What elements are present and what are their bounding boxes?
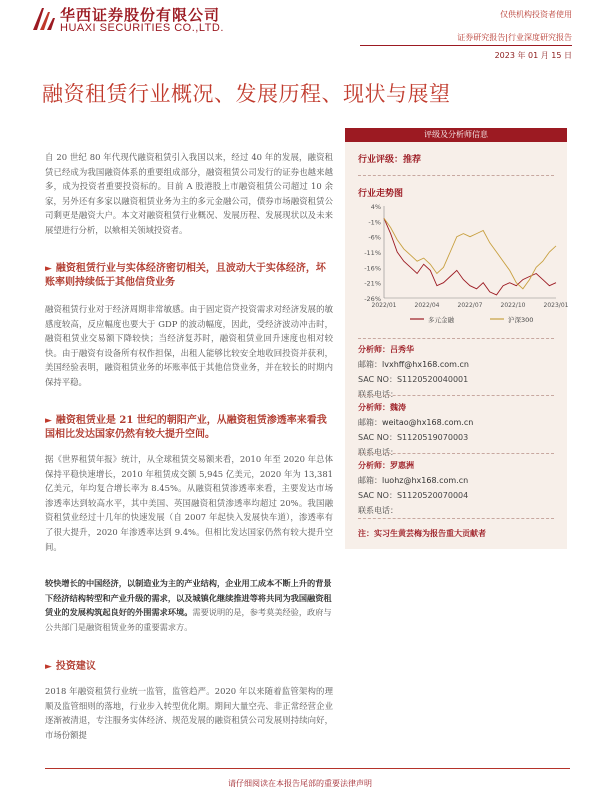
panel-divider <box>358 453 554 454</box>
arrow-right-icon: ► <box>45 662 52 672</box>
arrow-right-icon: ► <box>45 264 52 274</box>
page-title: 融资租赁行业概况、发展历程、现状与展望 <box>42 82 451 106</box>
paragraph-3: 较快增长的中国经济，以制造业为主的产业结构，企业用工成本不断上升的背景下经济结构转型和产业升级的需求，以及城镇化继续推进等将共同为我国融资租赁业的发展构筑起良好的外围需求环境。需要说明的是，参考莫美经验，政府与公共部门是融资租赁业务的重要需求方。 <box>45 578 332 632</box>
section-bullet-2: ► 融资租赁业是 21 世纪的朝阳产业，从融资租赁渗透率来看我国相比发达国家仍然有较大提升空间。 <box>45 415 327 440</box>
legend-label: 沪深300 <box>508 316 534 324</box>
paragraph-4: 2018 年融资租赁行业统一监管，监管趋严。2020 年以来随着监管架构的理顺及监管细则的落地，行业步入转型优化期。期间大量空壳、非正常经营企业逐渐被清退，专注服务实体经济、规范发展的融资租赁公司发展则持续向好，市场份额提 <box>45 686 333 740</box>
legend-label: 多元金融 <box>428 316 454 324</box>
legal-notice: 请仔细阅读在本报告尾部的重要法律声明 <box>228 779 372 788</box>
footer-divider <box>45 768 570 769</box>
y-tick-label: -16% <box>364 264 381 273</box>
y-tick-label: -11% <box>364 249 381 257</box>
report-type: 证券研究报告|行业深度研究报告 <box>457 33 572 42</box>
company-logo-icon <box>30 6 56 32</box>
company-name-cn: 华西证券股份有限公司 <box>60 6 221 24</box>
header-divider <box>360 45 572 46</box>
y-tick-label: -1% <box>368 218 381 227</box>
analyst-2: 分析师：魏涛 邮箱：weitao@hx168.com.cn SAC NO：S1120519070003 联系电话： <box>358 403 474 457</box>
industry-rating: 行业评级：推荐 <box>358 155 422 165</box>
analyst-2-email[interactable]: weitao@hx168.com.cn <box>382 418 474 427</box>
audience-note: 仅供机构投资者使用 <box>500 10 572 19</box>
y-tick-label: -26% <box>364 295 381 303</box>
x-tick-label: 2023/01 <box>543 302 569 309</box>
panel-divider <box>358 518 554 519</box>
analyst-3: 分析师：罗惠洲 邮箱：luohz@hx168.com.cn SAC NO：S1120520070004 联系电话： <box>358 461 469 515</box>
arrow-right-icon: ► <box>45 416 52 426</box>
x-tick-label: 2022/10 <box>500 302 526 309</box>
panel-divider <box>358 175 554 176</box>
panel-header: 评级及分析师信息 <box>345 128 567 142</box>
section-bullet-1: ► 融资租赁行业与实体经济密切相关，且波动大于实体经济，坏账率则持续低于其他信贷业务 <box>45 263 326 288</box>
y-tick-label: -6% <box>368 233 381 242</box>
industry-trend-chart <box>350 200 569 330</box>
contributor-note: 注：实习生黄芸梅为报告重大贡献者 <box>358 529 486 538</box>
series-line-1 <box>384 218 556 295</box>
paragraph-1: 融资租赁行业对于经济周期非常敏感。由于固定资产投资需求对经济发展的敏感度较高，反应幅度也要大于 GDP 的波动幅度，因此，受经济波动冲击时，融资租赁业交易额下降较快；当经济复苏时，融资租赁业回升速度也相对较快。由于融资有设备所有权作担保，出租人能够比较安全地收回投资并获利，美国经验表明，融资租赁业务的坏账率低于其他信贷业务，并在较长的时期内保持平稳。 <box>45 304 333 387</box>
section-bullet-3: ► 投资建议 <box>45 661 96 672</box>
panel-divider <box>358 338 554 339</box>
x-tick-label: 2022/04 <box>414 302 440 309</box>
series-line-2 <box>384 218 556 288</box>
report-date: 2023 年 01 月 15 日 <box>494 51 572 60</box>
company-name-en: HUAXI SECURITIES CO.,LTD. <box>60 22 224 34</box>
analyst-3-email[interactable]: luohz@hx168.com.cn <box>382 476 469 485</box>
intro-paragraph: 自 20 世纪 80 年代现代融资租赁引入我国以来，经过 40 年的发展，融资租赁已经成为我国融资体系的重要组成部分，融资租赁公司发行的证券也越来越多，成为投资者重要投资标的。目前 A 股港股上市融资租赁公司超过 10 余家，另外还有多家以融资租赁业务为主的多元金融公司，债券市场融资租赁公司剩更是融资大户。本文对融资租赁行业概况、发展历程、发展现状以及未来展望进行分析，以飨相关领域投资者。 <box>45 152 333 235</box>
y-tick-label: 4% <box>370 203 381 211</box>
y-tick-label: -21% <box>364 279 381 288</box>
x-tick-label: 2022/01 <box>371 302 397 309</box>
x-tick-label: 2022/07 <box>457 302 483 309</box>
paragraph-2: 据《世界租赁年报》统计，从全球租赁交易额来看，2010 年至 2020 年总体保持平稳快速增长，2010 年租赁成交额 5,945 亿美元，2020 年为 13,381 亿美元，年均复合增长率为 8.45%。从融资租赁渗透率来看，主要发达市场渗透率达到较高水平，其中美国、英国融资租赁渗透率均超过 20%。我国融资租赁业经过十几年的快速发展（自 2007 年起快入发展快车道），渗透率有了很大提升，2020 年渗透率达到 9.4%。但相比发达国家仍然有较大提升空间。 <box>45 454 333 552</box>
trend-chart-label: 行业走势图 <box>358 189 404 199</box>
analyst-1: 分析师：吕秀华 邮箱：lvxhff@hx168.com.cn SAC NO：S1120520040001 联系电话： <box>358 345 469 399</box>
analyst-1-email[interactable]: lvxhff@hx168.com.cn <box>382 360 469 369</box>
panel-divider <box>358 395 554 396</box>
